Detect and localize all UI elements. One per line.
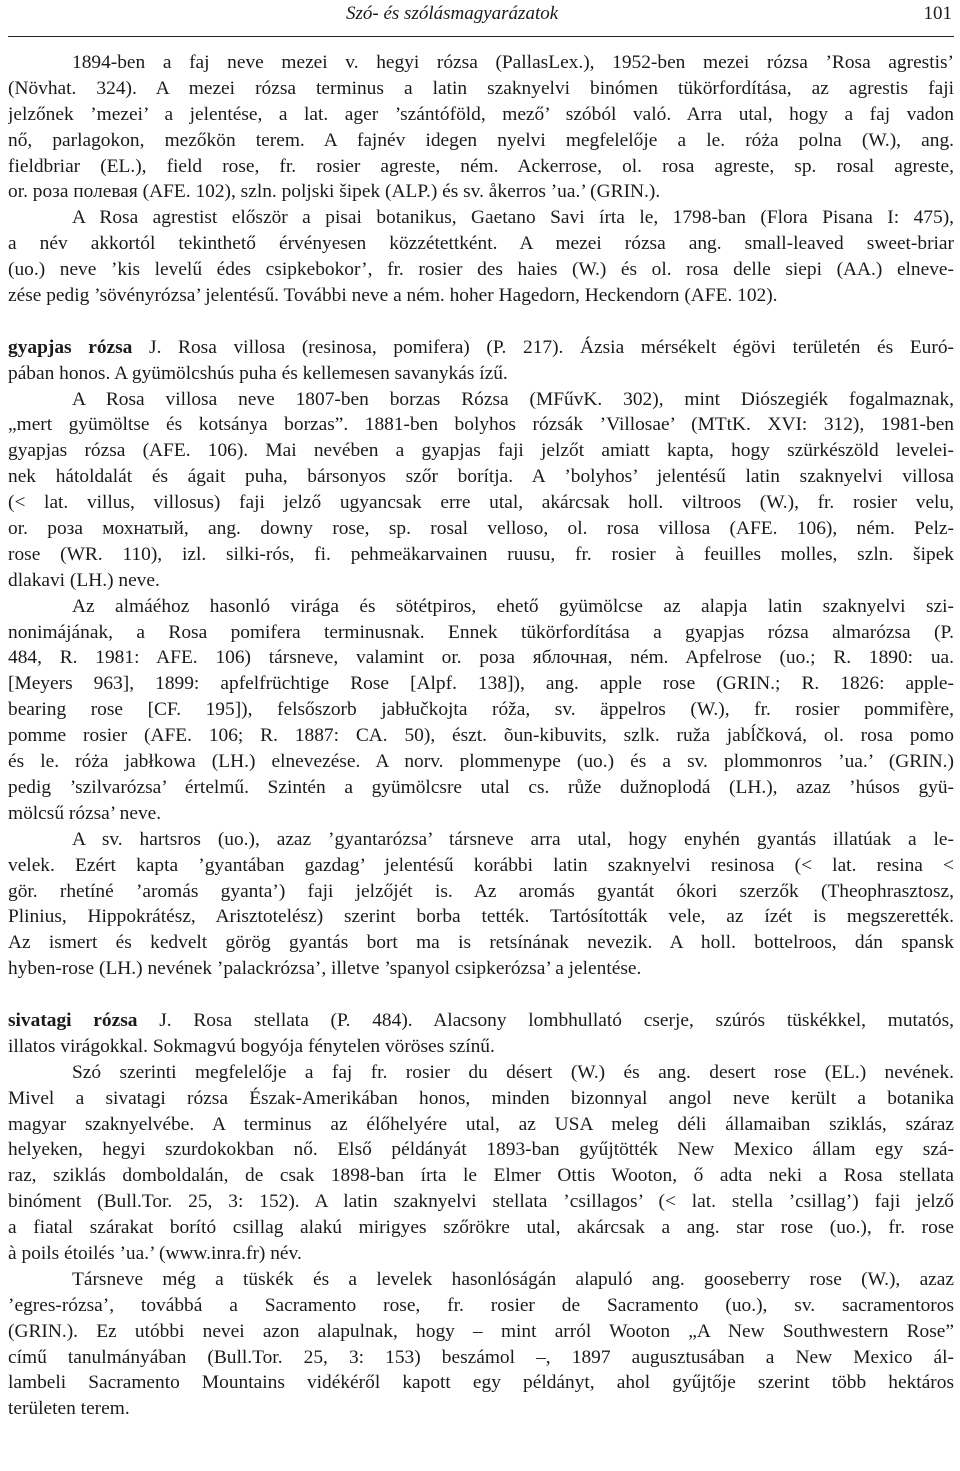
text-line: raz, sziklás domboldalán, de csak 1898-ban írta le Elmer Ottis Wooton, ő adta neki a Rosa stellata [8,1165,954,1187]
text-line: à poils étoilés ’ua.’ (www.inra.fr) név. [8,1242,302,1264]
text-line: lambeli Sacramento Mountains vidékéről kapott egy példányt, ahol gyűjtője szerint több hektáros [8,1372,954,1394]
text-line: pedig ’szilvarózsa’ értelmű. Szintén a gyümölcsre utal cs. růže dužnoplodá (LH.), azaz ’húsos gyü- [8,776,954,798]
text-line: gör. rhetíné ’aromás gyanta’) faji jelzőjét is. Az aromás gyantát ókori szerzők (Theophrasztosz, [8,880,954,902]
text-line: mölcsű rózsa’ neve. [8,802,162,824]
text-line: a név akkortól tekinthető érvényesen közzétettként. A mezei rózsa ang. small-leaved sweet-briar [8,233,954,255]
text-line: Plinius, Hippokrátész, Arisztotelész) szerint borba tették. Tartósították vele, az ízét is megszerették. [8,906,954,928]
book-page [8,0,954,1471]
article-body [8,50,954,1422]
text-line: ’egres-rózsa’, továbbá a Sacramento rose, fr. rosier de Sacramento (uo.), sv. sacramentoros [8,1294,954,1316]
text-line: 1894-ben a faj neve mezei v. hegyi rózsa (PallasLex.), 1952-ben mezei rózsa ’Rosa agrestis’ [72,52,954,73]
text-line: című tanulmányában (Bull.Tor. 25, 3: 153) beszámol –, 1897 augusztusában a New Mexico ál- [8,1346,954,1368]
text-line: és le. róża jabłkowa (LH.) elnevezése. A norv. plommenype (uo.) és a sv. plommonros ’ua.’ (GRIN.) [8,751,954,773]
entry-headword: sivatagi rózsa [8,1009,138,1031]
text-line: A sv. hartsros (uo.), azaz ’gyantarózsa’ társneve arra utal, hogy enyhén gyantás illatúak a le- [72,828,954,850]
text-line: or. роза мохнатый, ang. downy rose, sp. rosal velloso, ol. rosa villosa (AFE. 106), ném. Pelz- [8,518,954,540]
text-line: „mert gyümöltse és kotsánya borzas”. 1881-ben bolyhos rózsák ’Villosae’ (MTtK. XVI: 312), 1981-ben [8,414,954,436]
text-line: dlakavi (LH.) neve. [8,569,160,591]
text-line: területen terem. [8,1398,130,1420]
text-line: illatos virágokkal. Sokmagvú bogyója fénytelen vöröses színű. [8,1035,495,1057]
entry-headword: gyapjas rózsa [8,336,133,358]
text-line: pomme rosier (AFE. 106; R. 1887: CA. 50), észt. õun-kibuvits, szlk. ruža jabĺčková, ol. rosa pomo [8,725,954,747]
text-line: (GRIN.). Ez utóbbi nevei azon alapulnak, hogy – mint arról Wooton „A New Southwestern Rose” [8,1320,954,1342]
text-line: sivatagi rózsa J. Rosa stellata (P. 484). Alacsony lombhullató cserje, szúrós tüskékkel, mutatós, [8,1009,954,1031]
text-line: 484, R. 1981: AFE. 106) társneve, valamint or. роза яблочная, ném. Apfelrose (uo.; R. 1890: ua. [8,647,954,669]
text-line: magyar szaknyelvébe. A terminus az élőhelyére utal, az USA meleg déli államaiban sziklás, száraz [8,1113,954,1135]
text-line: rose (WR. 110), izl. silki-rós, fi. pehmeäkarvainen ruusu, fr. rosier à feuilles molles, szln. šipek [8,543,954,565]
text-line: jelzőnek ’mezei’ a jelentése, a lat. ager ’szántóföld, mező’ szóból való. Arra utal, hogy a faj vadon [8,103,954,125]
text-line: or. роза полевая (AFE. 102), szln. poljski šipek (ALP.) és sv. åkerros ’ua.’ (GRIN.). [8,181,661,203]
text-line: nek hátoldalát és ágait puha, bársonyos szőr borítja. A ’bolyhos’ jelentésű latin szaknyelvi villosa [8,466,954,488]
text-line: binóment (Bull.Tor. 25, 3: 152). A latin szaknyelvi stellata ’csillagos’ (< lat. stella ’csillag’) faji jelző [8,1191,954,1213]
text-line: A Rosa villosa neve 1807-ben borzas Rózsa (MFűvK. 302), mint Diószegiék fogalmaznak, [72,388,954,410]
text-line: (uo.) neve ’kis levelű édes csipkebokor’, fr. rosier des haies (W.) és ol. rosa delle siepi (AA.) elneve- [8,259,954,281]
text-line: A Rosa agrestist először a pisai botanikus, Gaetano Savi írta le, 1798-ban (Flora Pisana I: 475), [72,207,954,229]
text-line: [Meyers 963], 1899: apfelfrüchtige Rose [Alpf. 138]), ang. apple rose (GRIN.; R. 1826: apple- [8,673,954,695]
page-number: 101 [923,3,952,24]
text-line: (Növhat. 324). A mezei rózsa terminus a latin szaknyelvi binómen tükörfordítása, az agrestis faji [8,77,954,99]
text-line: gyapjas rózsa (AFE. 106). Mai nevében a gyapjas faji jelzőt amiatt kapta, hogy szürkészöld levelei- [8,440,954,462]
text-line: bearing rose [CF. 195]), felsőszorb jabłučkojta róža, sv. äppelros (W.), fr. rosier pommifère, [8,699,954,721]
text-line: hyben-rose (LH.) nevének ’palackrózsa’, illetve ’spanyol csipkerózsa’ a jelentése. [8,958,642,980]
text-line: fieldbriar (EL.), field rose, fr. rosier agreste, ném. Ackerrose, ol. rosa agreste, sp. rosal agreste, [8,155,954,177]
text-line: a fiatal szárakat borító csillag alakú mirigyes szőrökre utal, akárcsak a ang. star rose (uo.), fr. rose [8,1217,954,1239]
text-line: helyeken, hegyi szurdokokban nő. Első példányát 1893-ban gyűjtötték New Mexico állam egy szá- [8,1139,954,1161]
paragraph-gap [8,982,954,1008]
text-line: (< lat. villus, villosus) faji jelző ugyancsak erre utal, akárcsak holl. viltroos (W.), fr. rosier velu, [8,492,954,514]
text-line: Társneve még a tüskék és a levelek hasonlóságán alapuló ang. gooseberry rose (W.), azaz [72,1268,954,1290]
text-line: Az almáéhoz hasonló virága és sötétpiros, ehető gyümölcse az alapja latin szaknyelvi szi- [72,595,954,617]
text-line: nonimájának, a Rosa pomifera terminusnak. Ennek tükörfordítása a gyapjas rózsa almarózsa (P. [8,621,954,643]
text-line: Szó szerinti megfelelője a faj fr. rosier du désert (W.) és ang. desert rose (EL.) nevének. [72,1061,954,1083]
text-line: nő, parlagokon, mezőkön terem. A fajnév idegen nyelvi megfelelője a le. róża polna (W.), ang. [8,129,954,151]
running-header [8,0,954,38]
text-line: velek. Ezért kapta ’gyantában gazdag’ jelentésű korábbi latin szaknyelvi resinosa (< lat. resina < [8,854,954,876]
text-line: pában honos. A gyümölcshús puha és kellemesen savanykás ízű. [8,362,508,384]
running-title: Szó- és szólásmagyarázatok [346,3,559,24]
text-line: gyapjas rózsa J. Rosa villosa (resinosa, pomifera) (P. 217). Ázsia mérsékelt égövi területén és Euró- [8,336,954,358]
paragraph-gap [8,309,954,335]
text-line: zése pedig ’sövényrózsa’ jelentésű. További neve a ném. hoher Hagedorn, Heckendorn (AFE. 102). [8,285,778,307]
text-line: Az ismert és kedvelt görög gyantás bort ma is retsínának nevezik. A holl. bottelroos, dán spansk [8,932,954,954]
header-rule [8,36,954,37]
text-line: Mivel a sivatagi rózsa Észak-Amerikában honos, minden bizonnyal angol neve került a botanika [8,1087,954,1109]
